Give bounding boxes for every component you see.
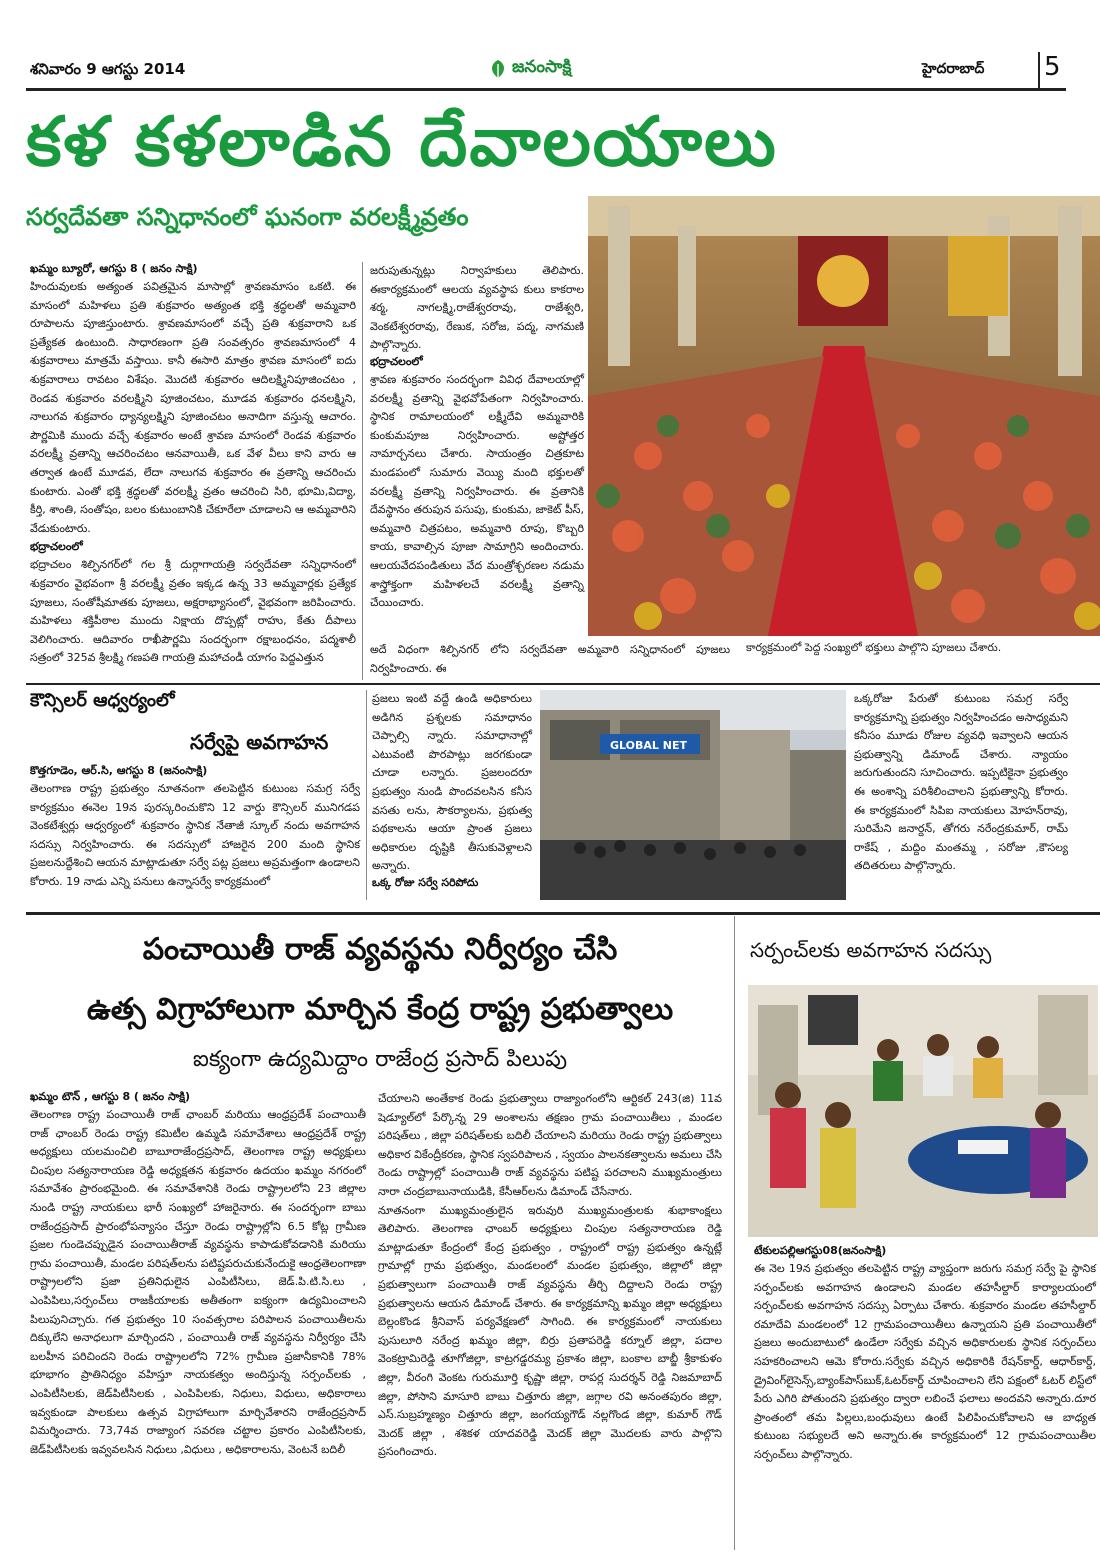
masthead	[0, 0, 1100, 96]
survey-col2-paragraph: ప్రజలు ఇంటి వద్దే ఉండి అధికారులు అడిగిన ప్రశ్నలకు సమాధానం చెప్పాల్సి న్నారు. సమాధానాల్లో ఎటువంటి పొరపాట్లు జరగకుండా చూడా లన్నారు. ప్రజలందరూ ప్రభుత్వం నుండి పొందవలసిన కనీస వసతు లను, సౌకర్యాలను, ప్రభుత్వ పథకాలను ఆయా ప్రాంత ప్రజలు అధికారుల దృష్టికి తీసుకువెళ్లాలని అన్నారు.	[372, 692, 536, 873]
temples-col2-subhead: భద్రాచలంలో	[370, 354, 423, 368]
temples-headline: కళ కళలాడిన దేవాలయాలు	[26, 103, 778, 182]
logo-wordmark: జనంసాక్షి	[512, 57, 572, 77]
masthead-date: శనివారం 9 ఆగస్టు 2014	[30, 60, 186, 78]
temples-col1-subhead: భద్రాచలంలో	[30, 540, 83, 554]
panchayat-headline-line1: పంచాయితీ రాజ్ వ్యవస్థను నిర్వీర్యం చేసి	[142, 932, 618, 967]
survey-col2-subhead: ఒక్క రోజు సర్వే సరిపోదు	[372, 875, 479, 889]
shop-sign: GLOBAL NET	[610, 739, 687, 752]
survey-col3-paragraph: ఒక్కరోజు పేరుతో కుటుంబ సమగ్ర సర్వే కార్యక్రమాన్ని ప్రభుత్వం నిర్వహించడం అసాధ్యమని కనీసం మూడు రోజుల వ్యవధి ఇవ్వాలని ఆయన ప్రభుత్వాన్ని డిమాండ్ చేశారు. న్యాయం జరుగుతుందని సూచించారు. ఇప్పటికైనా ప్రభుత్వం ఈ అంశాన్ని పరిశీలించాలని ప్రభుత్వాన్ని కోరారు. ఈ కార్యక్రమంలో సిపిఐ నాయకులు మోహన్‌రావు, సురిమేని జనార్దన్, తోగరు నరేంద్రకుమార్, రామ్ రాకేష్ , మద్దిం మంతమ్మ , సరోజు ,కౌసల్య తదితరులు పాల్గొన్నారు.	[854, 692, 1072, 873]
temple-photo	[588, 196, 1100, 636]
temples-tail-line: అదే విధంగా శిల్పినగర్ లోని సర్వదేవతా అమ్మవారి సన్నిధానంలో పూజలు నిర్వహించారు. ఈ	[370, 643, 734, 675]
meeting-photo	[748, 985, 1098, 1237]
panchayat-col2-paragraph-1: చేయాలని అంతేకాక రెండు ప్రభుత్వాలు రాజ్యాంగంలోని ఆర్టికల్ 243(జి) 11వ షెడ్యూల్‌లో పేర్కొన్న 29 అంశాలను తక్షణం గ్రామ పంచాయితీలు , మండల పరిషత్‌లు , జిల్లా పరిషత్‌లకు బదిలీ చేయాలని మరియు రెండు రాష్ట్ర ప్రభుత్వాలు అధికార వికేంద్రీకరణ, స్థానిక స్వపరిపాలన , స్వయం పాలనకత్వాలను అమలు చేసి రెండు రాష్ట్రాల్లో పంచాయితీ రాజ్ వ్యవస్థను పటిష్ట పరచాలని ముఖ్యమంత్రులు నారా చంద్రబాబునాయుడికి, కేసీఆర్‌లను డిమాండ్ చేసేనారు.	[378, 1092, 726, 1198]
temples-col2-paragraph-2: శ్రావణ శుక్రవారం సందర్భంగా వివిధ దేవాలయాల్లో వరలక్ష్మీ వ్రతాన్ని వైభవోపేతంగా నిర్వహించారు. స్థానిక రామాలయంలో లక్ష్మీదేవి అమ్మవారికి కుంకుమపూజ నిర్వహించారు. అష్టోత్తర నామార్చనలు చేశారు. సాయంత్రం చిత్రకూట మండపంలో సుమారు వెయ్యి మంది భక్తులతో వరలక్ష్మీ వ్రతాన్ని నిర్వహించారు. ఈ వ్రతానికి దేవస్థానం తరుపున పసుపు, కుంకుమ, జాకెట్ పీస్, అమ్మవారి చిత్రపటం, అమ్మవారి రూపు, కొబ్బరి కాయ, కావాల్సిన పూజా సామాగ్రిని అందించారు. ఆలయవేదపండితులు వేద మంత్రోశ్చరణల నడుమ శాస్త్రోక్తంగా మహిళలచే వరలక్ష్మీ వ్రతాన్ని చేయించారు.	[370, 372, 588, 610]
sarpanch-body: ఈ నెల 19న ప్రభుత్వం తలపెట్టిన రాష్ట్ర వ్యాప్తంగా జరుగు సమగ్ర సర్వే పై స్థానిక సర్పంచ్‌లకు అవగాహన ఉండాలని మండల తహసీల్దార్ కార్యాలయంలో సర్పంచ్‌లకు అవగాహన సదస్సు ఏర్పాటు చేశారు. శుక్రవారం మండల తహసీల్దార్ రమాదేవి మండలంలో 12 గ్రామపంచాయితీలు ఉన్నాయని ప్రతి పంచాయితీలో ప్రజలు అందుబాటులో ఉండేలా సర్వేకు వచ్చిన అధికారులకు స్థానిక సర్పంచ్‌లు సహకరించాలని ఆమె కోరారు.సర్వేకు వచ్చిన అధికారికి రేషన్‌కార్డ్, ఆధార్‌కార్డ్, డ్రైవింగ్‌లైసెన్స్,బ్యాంక్‌పాస్‌బుక్,ఓటర్‌కార్డ్ చూపించాలని లేని పక్షంలో ఓటర్ లిస్ట్‌లో పేరు ఎగిరి పోతుందని ప్రభుత్వం ద్వారా లబించే ఫలాలు అందవని అన్నారు.దూర ప్రాంతంలో తమ పిల్లలు,బంధువులు ఉంటే పిలిపించుకోవాలని ఆ బాధ్యత కుటుంబ సభ్యులదే అని అన్నారు.ఈ కార్యక్రమంలో 12 గ్రామపంచాయితీల సర్పంచ్‌లు పాల్గొన్నారు.	[754, 1262, 1100, 1461]
panchayat-headline-line2: ఉత్స విగ్రాహాలుగా మార్చిన కేంద్ర రాష్ట్ర ప్రభుత్వాలు	[86, 992, 674, 1027]
survey-kicker: కౌన్సిలర్ ఆధ్వర్యంలో	[30, 690, 175, 711]
masthead-logo	[488, 54, 618, 84]
temple-photo-caption: కార్యక్రమంలో పెద్ద సంఖ్యలో భక్తులు పాల్గొని పూజలు చేశారు.	[746, 641, 1002, 654]
panchayat-dateline: ఖమ్మం టౌన్ , ఆగస్టు 8 ( జనం సాక్షి)	[30, 1090, 191, 1103]
temples-dateline: ఖమ్మం బ్యూరో, ఆగస్టు 8 ( జనం సాక్షి)	[30, 262, 198, 275]
panchayat-subheadline: ఐక్యంగా ఉద్యమిద్దాం రాజేంద్ర ప్రసాద్ పిలుపు	[192, 1047, 568, 1072]
temples-col1-paragraph-2: భద్రాచలం శిల్పినగర్‌లో గల శ్రీ దుర్గాగాయత్రి సర్వదేవతా సన్నిధానంలో శుక్రవారం వైభవంగా శ్రీ వరలక్ష్మీ వ్రతం ఇక్కడ ఉన్న 33 అమ్మవార్లకు ప్రత్యేక పూజలు, సంతోషీమాతకు పూజలు, అక్షరాభ్యాసంలో, వైభవంగా జరిపించారు. మహిళలు శక్తిపీఠాల ముందు నిక్షాయ దొప్పట్లో రాహు, కేతు దీపాలు వెలిగించారు. ఆదివారం రాఖీపౌర్ణమి సందర్భంగా రక్షాబంధనం, పద్మశాలీ సత్రంలో 325వ శ్రీలక్ష్మి గణపతి గాయత్రి మహాచండీ యాగం పెద్దఎత్తున	[30, 558, 360, 665]
survey-dateline: కొత్తగూడెం, ఆర్.సి, ఆగస్టు 8 (జనంసాక్షి)	[30, 764, 208, 777]
panchayat-col1-paragraph: తెలంగాణ రాష్ట్ర పంచాయితీ రాజ్ ఛాంబర్ మరియు ఆంధ్రప్రదేశ్ పంచాయితీ రాజ్ ఛాంబర్ రెండు రాష్ట్ర కమిటీల ఉమ్మడి సమావేశాలు ఆంధ్రప్రదేశ్ రాష్ట్ర అధ్యక్షులు యలమంచిలి బాబూరాజేంద్రప్రసాద్, తెలంగాణ రాష్ట్ర అధ్యక్షులు చింపుల సత్యనారాయణ రెడ్డి అధ్యక్షతన శుక్రవారం ఉదయం ఖమ్మం నగరంలో సమావేశం ప్రారంభమైంది. ఈ సమావేశానికి రెండు రాష్ట్రాలలోని 23 జిల్లాల నుండి రాష్ట్ర నాయకులు భారీ సంఖ్యలో హాజరైనారు. ఈ సందర్భంగా బాబు రాజేంద్రప్రసాద్ ప్రారంభోపన్యాసం చేస్తూ రెండు రాష్ట్రాల్లోని 6.5 కోట్ల గ్రామీణ ప్రజల గుండెచప్పుడైన పంచాయితీరాజ్ వ్యవస్థను కాపాడుకోవడానికి మరియు గ్రామ పంచాయితీ, మండల పరిషత్‌లను పటిష్టపరుచుకునేందుకై ఆంధ్రతెలంగాణా రాష్ట్రాలలోని ప్రజా ప్రతినిధులైన ఎంపిటీసిలు, జెడ్.పి.టి.సి.లు , ఎంపిపిలు,సర్పంచ్‌లు రాజకీయాలకు అతీతంగా ఐక్యంగా ఉద్యమించాలని పిలుపునిచ్చారు. గత ప్రభుత్వం 10 సంవత్సరాల పరిపాలన పంచాయితీలను దిక్కులేని అనాధలుగా మార్చిందని , పంచాయితీ రాజ్ వ్యవస్థను నిర్వీర్యం చేసి బలహీన పరిచిందని రెండు రాష్ట్రాలలోని 72% గ్రామీణ ప్రజానీకానికి 78% భూభాగం ప్రాతినిధ్యం వహిస్తూ నాయకత్వం అందిస్తున్న సర్పంచ్‌లకు , ఎంపిటీసిలకు, జెడ్‌పిటీసిలకు , ఎంపిపిలకు, నిధులు, విధులు, అధికారాలు ఇవ్వకుండా పాలకులు ఉత్సవ విగ్రాహాలుగా మార్చివేశారని రాజేంద్రప్రసాద్ విమర్శించారు. 73,74వ రాజ్యాంగ సవరణ చట్టాల ప్రకారం ఎంపిటీసిలకు, జెడ్‌పిటీసిలకు ఇవ్వవలసిన నిధులు ,విధులు , అధికారాలను, వెంటనే బదిలీ	[30, 1108, 370, 1456]
masthead-city: హైదరాబాద్‌	[922, 61, 985, 77]
temples-col2-paragraph-1: జరుపుతున్నట్లు నిర్వాహకులు తెలిపారు. ఈకార్యక్రమంలో ఆలయ వ్యవస్థాప కులు కాకరాల శర్మ, నాగలక్ష్మి,రాజేశ్వరరావు, రాజేశ్వరి, వెంకటేశ్వరరావు, రేణుక, సరోజ, పద్మ, నాగమణి పాల్గొన్నారు.	[370, 264, 588, 352]
temples-subheadline: సర్వదేవతా సన్నిధానంలో ఘనంగా వరలక్ష్మీవ్రతం	[26, 203, 469, 231]
street-photo	[540, 690, 846, 900]
leaf-logo-icon	[488, 58, 508, 80]
temples-col1-paragraph-1: హిందువులకు అత్యంత పవిత్రమైన మాసాల్లో శ్రావణమాసం ఒకటి. ఈ మాసంలో మహిళలు ప్రతి శుక్రవారం అత్యంత భక్తి శ్రద్ధలతో అమ్మవారి రూపాలను పూజిస్తుంటారు. శ్రావణమాసంలో వచ్చే ప్రతి శుక్రవారాని ఒక ప్రత్యేకత ఉంటుంది. సాధారణంగా ప్రతి సంవత్సరం శ్రావణమాసంలో 4 శుక్రవారాలు మాత్రమే వస్తాయి. కానీ ఈసారి మాత్రం శ్రావణ మాసంలో ఐదు శుక్రవారాలు రావటం విశేషం. మొదటి శుక్రవారం ఆదిలక్ష్మినిపూజించటం , రెండవ శుక్రవారం వరలక్ష్మిని పూజించటం, మూడవ శుక్రవారం ధనలక్ష్మిని, నాలుగవ శుక్రవారం ధ్యాన్యలక్ష్మిని పూజించటం అనాదిగా వస్తున్న ఆచారం. పౌర్ణమికి ముందు వచ్చే శుక్రవారం అంటే శ్రావణ మాసంలో రెండవ శుక్రవారం వరలక్ష్మీ వ్రతాన్ని ఆచరించటం ఆనవాయితీ, ఒక వేళ వీలు కాని వారు ఆ తర్వాత ఉంటే మూడవ, లేదా నాలుగవ శుక్రవారం ఈ వ్రతాన్ని ఆచరించు కుంటారు. ఎంతో భక్తి శ్రద్ధలతో వరలక్ష్మీ వ్రతం ఆచరించి సిరి, భూమి,విద్యా, కీర్తి, శాంతి, సంతోషం, బలం కుటుంబానికి చేకూరేలా చూడాలని ఆ అమ్మవారిని వేడుకుంటారు.	[30, 280, 360, 535]
panchayat-col2-paragraph-2: నూతనంగా ముఖ్యమంత్రులైన ఇరువురి ముఖ్యమంత్రులకు శుభాకాంక్షలు తెలిపారు. తెలంగాణ ఛాంబర్ అధ్యక్షులు చింపుల సత్యనారాయణ రెడ్డి మాట్లాడుతూ కేంద్రంలో కేంద్ర ప్రభుత్వం , రాష్ట్రంలో రాష్ట్ర ప్రభుత్వం ఉన్నట్లే గ్రామాల్లో గ్రామ ప్రభుత్వం, మండలంలో మండల ప్రభుత్వం, జిల్లాలో జిల్లా ప్రభుత్వాలుగా పంచాయితీ రాజ్ వ్యవస్థను తీర్చి దిద్దాలని రెండు రాష్ట్ర ప్రభుత్వాలను ఆయన డిమాండ్ చేశారు. ఈ కార్యక్రమాన్ని ఖమ్మం జిల్లా అధ్యక్షులు బెల్లంకొండ శ్రీనివాస్ పర్యవేక్షణలో సాగింది. ఈ కార్యక్రమంలో నాయకులు పుసులూరి నరేంద్ర ఖమ్మం జిల్లా, బిర్రు ప్రతాపరెడ్డి కర్నూల్ జిల్లా, పదాల వెంకట్రామిరెడ్డి తూగోజిల్లా, కాట్రగడ్డరమ్య ప్రకాశం జిల్లా, బంకాల బాబ్జీ శ్రీకాకుళం జిల్లా, వీరంగి వెంకట గురుమూర్తి కృష్ణా జిల్లా, రాపర్ల సుదర్శన్ రెడ్డి నిజమాబాద్ జిల్లా, పోసాని మాసూరి బాబు చిత్తూరు జిల్లా, జగ్గాల రవి అనంతపురం జిల్లా, ఎస్.సుబ్రహ్మణ్యం చిత్తూరు జిల్లా, జంగయ్యగౌడ్ నల్లగొండ జిల్లా, కుమార్ గౌడ్ మెదక్ జిల్లా , శశికళ యాదవరెడ్డి మెదక్ జిల్లా మొదలకు వారు పాల్గొని ప్రసంగించారు.	[378, 1203, 726, 1459]
survey-headline: సర్వేపై అవగాహన	[190, 730, 329, 754]
page-number: 5	[1044, 52, 1061, 82]
sarpanch-dateline: టేకులపల్లిఆగస్టు08(జనంసాక్షి)	[754, 1244, 887, 1257]
survey-col1-paragraph: తెలంగాణ రాష్ట్ర ప్రభుత్వం నూతనంగా తలపెట్టిన కుటుంబ సమగ్ర సర్వే కార్యక్రమం ఈనెల 19న పురస్కరించుకొని 12 వార్డు కౌన్సిలర్ మునిగడప వెంకటేశ్వర్లు ఆధ్వర్యంలో శుక్రవారం స్థానిక నేతాజీ స్కూల్ నందు అవగాహన సదస్సు నిర్వహించారు. ఈ సదస్సులో హాజరైన 200 మంది స్థానిక ప్రజలనుద్దేశించి ఆయన మాట్లాడుతూ సర్వే పట్ల ప్రజలు అప్రమత్తంగా ఉండాలని కోరారు. 19 నాడు ఎన్ని పనులు ఉన్నాసర్వే కార్యక్రమంలో	[30, 782, 364, 888]
sarpanch-headline: సర్పంచ్‌లకు అవగాహన సదస్సు	[750, 938, 992, 962]
